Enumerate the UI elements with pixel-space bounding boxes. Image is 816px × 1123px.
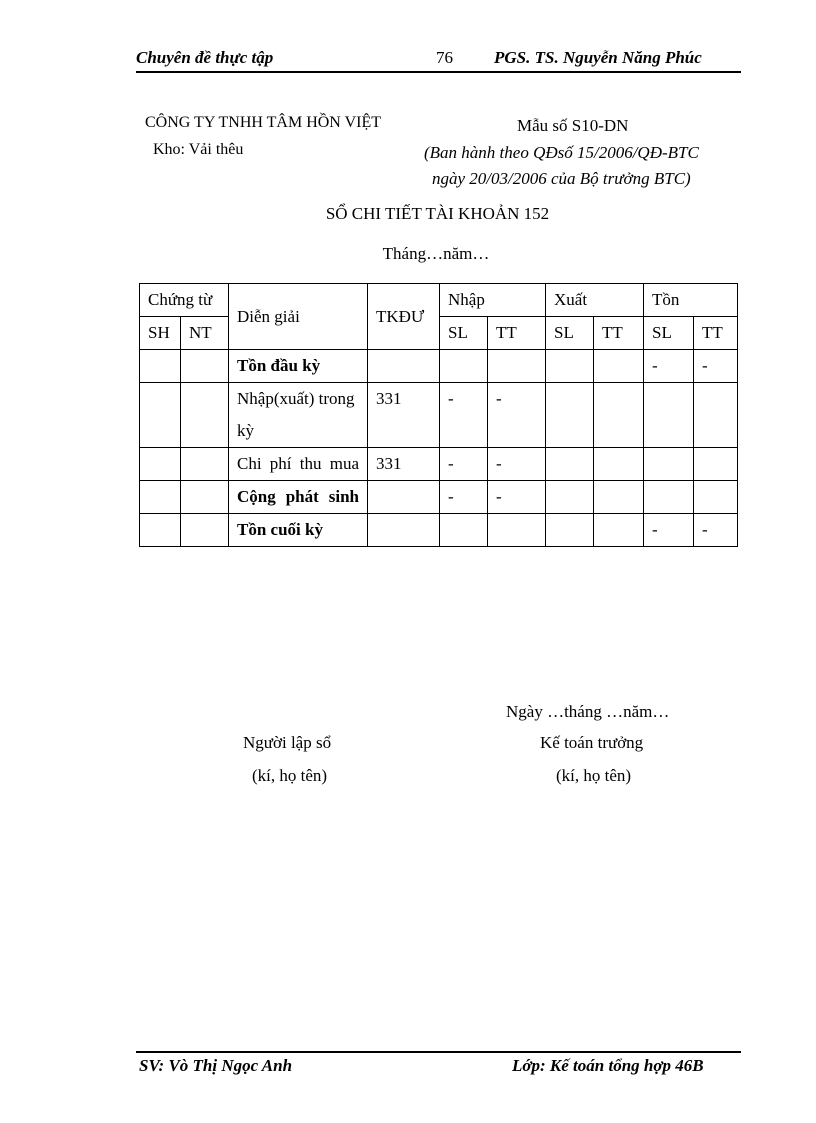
cell-import-sl	[440, 514, 488, 547]
signature-preparer-title: Người lập sổ	[243, 733, 332, 752]
signature-preparer-note: (kí, họ tên)	[252, 766, 328, 785]
header-balance-tt: TT	[694, 317, 738, 350]
header-sh: SH	[140, 317, 181, 350]
cell-description: Nhập(xuất) trong kỳ	[229, 383, 368, 448]
header-import-tt: TT	[488, 317, 546, 350]
cell-balance-sl	[644, 383, 694, 448]
cell-account	[368, 514, 440, 547]
cell-export-tt	[594, 383, 644, 448]
cell-import-tt: -	[488, 481, 546, 514]
cell-account: 331	[368, 448, 440, 481]
cell-account	[368, 481, 440, 514]
cell-export-tt	[594, 481, 644, 514]
cell-sh	[140, 383, 181, 448]
signature-chief-accountant-note: (kí, họ tên)	[556, 766, 632, 785]
signature-chief-accountant-title: Kế toán trưởng	[540, 733, 644, 752]
cell-import-sl: -	[440, 383, 488, 448]
warehouse-label: Kho: Vải thêu	[153, 141, 244, 158]
cell-balance-tt	[694, 383, 738, 448]
cell-balance-tt: -	[694, 350, 738, 383]
cell-export-sl	[546, 383, 594, 448]
running-footer-right: Lớp: Kế toán tổng hợp 46B	[512, 1056, 704, 1075]
table-row	[140, 350, 738, 383]
header-import: Nhập	[440, 284, 546, 317]
cell-import-tt	[488, 514, 546, 547]
cell-sh	[140, 514, 181, 547]
cell-export-sl	[546, 514, 594, 547]
header-rule	[136, 71, 741, 73]
header-voucher: Chứng từ	[140, 284, 229, 317]
running-header-right: PGS. TS. Nguyễn Năng Phúc	[494, 48, 702, 67]
decree-line-2: ngày 20/03/2006 của Bộ trưởng BTC)	[432, 169, 691, 188]
header-description: Diễn giải	[229, 284, 368, 350]
cell-nt	[181, 448, 229, 481]
header-balance: Tồn	[644, 284, 738, 317]
cell-balance-sl	[644, 481, 694, 514]
cell-balance-tt	[694, 448, 738, 481]
cell-nt	[181, 481, 229, 514]
cell-sh	[140, 448, 181, 481]
running-header-left: Chuyên đề thực tập	[136, 48, 274, 67]
header-account: TKĐƯ	[368, 284, 440, 350]
cell-import-sl: -	[440, 448, 488, 481]
period-line: Tháng…năm…	[382, 244, 490, 263]
cell-import-tt: -	[488, 383, 546, 448]
cell-description: Tồn đầu kỳ	[229, 350, 368, 383]
cell-balance-tt	[694, 481, 738, 514]
table-header-row-1	[140, 284, 738, 317]
cell-nt	[181, 350, 229, 383]
ledger-table	[139, 283, 738, 547]
cell-export-sl	[546, 448, 594, 481]
header-balance-sl: SL	[644, 317, 694, 350]
decree-line-1: (Ban hành theo QĐsố 15/2006/QĐ-BTC	[424, 143, 699, 162]
cell-sh	[140, 481, 181, 514]
cell-description: Tồn cuối kỳ	[229, 514, 368, 547]
cell-export-tt	[594, 448, 644, 481]
ledger-title: SỔ CHI TIẾT TÀI KHOẢN 152	[325, 204, 550, 223]
footer-rule	[136, 1051, 741, 1053]
cell-description: Chi phí thu mua	[229, 448, 368, 481]
header-nt: NT	[181, 317, 229, 350]
table-row	[140, 383, 738, 448]
cell-import-tt: -	[488, 448, 546, 481]
cell-balance-sl	[644, 448, 694, 481]
company-name: CÔNG TY TNHH TÂM HỒN VIỆT	[145, 114, 381, 131]
header-export-tt: TT	[594, 317, 644, 350]
cell-balance-sl: -	[644, 350, 694, 383]
page-number: 76	[436, 48, 453, 67]
cell-import-tt	[488, 350, 546, 383]
cell-import-sl: -	[440, 481, 488, 514]
cell-export-tt	[594, 514, 644, 547]
table-row	[140, 481, 738, 514]
date-line: Ngày …tháng …năm…	[506, 702, 670, 721]
cell-balance-sl: -	[644, 514, 694, 547]
table-row	[140, 514, 738, 547]
cell-balance-tt: -	[694, 514, 738, 547]
form-code: Mẫu số S10-DN	[517, 116, 629, 135]
cell-import-sl	[440, 350, 488, 383]
cell-description: Cộng phát sinh	[229, 481, 368, 514]
cell-export-tt	[594, 350, 644, 383]
running-footer-left: SV: Vò Thị Ngọc Anh	[139, 1056, 293, 1075]
cell-export-sl	[546, 350, 594, 383]
cell-sh	[140, 350, 181, 383]
cell-account	[368, 350, 440, 383]
cell-nt	[181, 383, 229, 448]
header-import-sl: SL	[440, 317, 488, 350]
cell-nt	[181, 514, 229, 547]
header-export-sl: SL	[546, 317, 594, 350]
cell-account: 331	[368, 383, 440, 448]
header-export: Xuất	[546, 284, 644, 317]
cell-export-sl	[546, 481, 594, 514]
table-row	[140, 448, 738, 481]
